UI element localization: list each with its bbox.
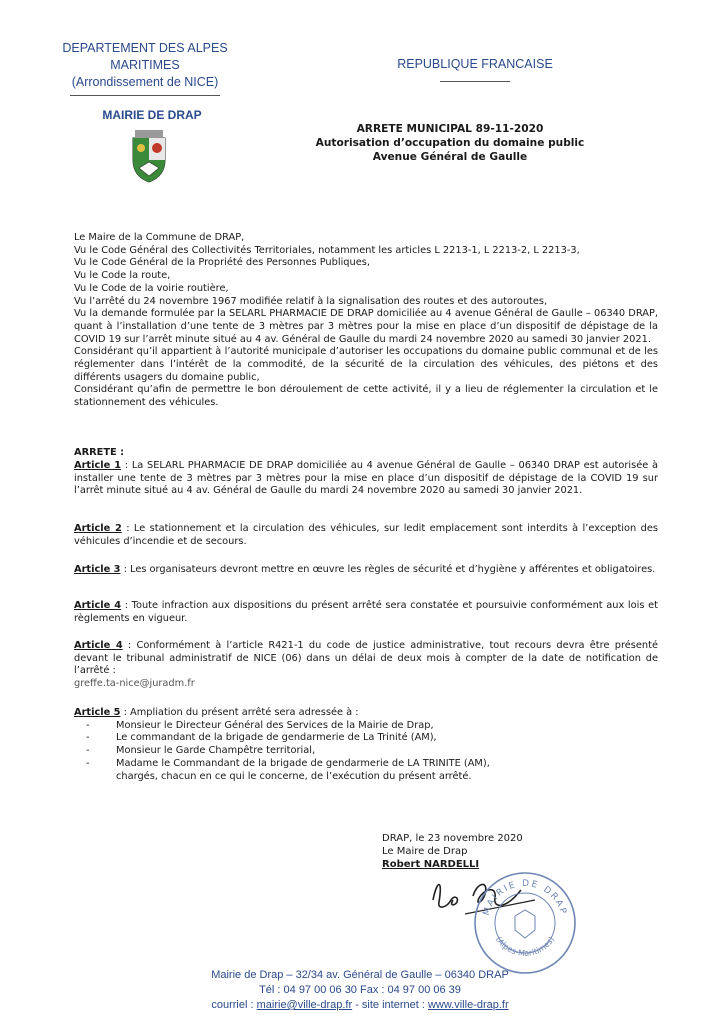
article-4 [74, 600, 658, 625]
footer-site-label: - site internet : [352, 999, 428, 1011]
preamble-line: Vu le Code Général des Collectivités Territoriales, notamment les articles L 2213-1, L 2213-2, L 2213-3, [74, 244, 580, 256]
article-4-recours [74, 640, 658, 691]
preamble [74, 232, 658, 410]
mayor-role: Le Maire de Drap [382, 845, 468, 857]
article-1 [74, 460, 658, 498]
article-label: Article 3 [74, 564, 121, 575]
decree-number: ARRETE MUNICIPAL 89-11-2020 [356, 123, 544, 135]
header-rule-right [440, 81, 510, 82]
list-item: - Monsieur le Garde Champêtre territorial, [74, 745, 658, 758]
article-label: Article 5 [74, 707, 121, 718]
article-label: Article 4 [74, 640, 123, 651]
recipient-list [74, 720, 658, 771]
decree-subject: Autorisation d’occupation du domaine public [315, 137, 585, 149]
preamble-line: Considérant qu’afin de permettre le bon déroulement de cette activité, il y a lieu de réglementer la circulation et le stationnement des véhicules. [74, 384, 658, 409]
arrete-label: ARRETE : [74, 447, 125, 458]
preamble-line: Considérant qu’il appartient à l’autorité municipale d’autoriser les occupations du domaine public communal et de les réglementer dans l’intérêt de la commodité, de la sécurité de la circulation des véhicules, des piétons et des différents usagers du domaine public, [74, 346, 658, 383]
footer-email-label: courriel : [211, 999, 257, 1011]
article-text: : Toute infraction aux dispositions du présent arrêté sera constatée et poursuivie conformément aux lois et règlements en vigueur. [74, 600, 659, 624]
footer-contact [130, 998, 590, 1013]
preamble-line: Vu la demande formulée par la SELARL PHARMACIE DE DRAP domiciliée au 4 avenue Général de Gaulle – 06340 DRAP, quant à l’installation d’une tente de 3 mètres par 3 mètres pour la mise en place d’un dispositif de dépistage de la COVID 19 sur l’arrêt minute situé au 4 av. Général de Gaulle du mardi 24 novembre 2020 au samedi 30 janvier 2021. [74, 308, 658, 345]
article-text: : Le stationnement et la circulation des véhicules, sur ledit emplacement sont interdits à l’exception des véhicules d’incendie et de secours. [74, 523, 658, 547]
article-label: Article 4 [74, 600, 122, 611]
preamble-line: Vu le Code la route, [74, 270, 171, 282]
decree-location: Avenue Général de Gaulle [372, 151, 528, 163]
place-date: DRAP, le 23 novembre 2020 [382, 833, 523, 844]
arrondissement: (Arrondissement de NICE) [71, 75, 219, 89]
republic-header [380, 57, 570, 82]
closing-line: chargés, chacun en ce qui le concerne, de l’exécution du présent arrêté. [116, 770, 472, 782]
preamble-line: Le Maire de la Commune de DRAP, [74, 232, 245, 243]
decree-title [280, 122, 620, 164]
coat-of-arms-icon [127, 130, 171, 184]
footer-phone: Tél : 04 97 00 06 30 Fax : 04 97 00 06 39 [259, 984, 461, 996]
article-2 [74, 523, 658, 548]
mayor-name: Robert NARDELLI [382, 858, 480, 870]
signature-block [382, 833, 582, 871]
footer-site-link[interactable]: www.ville-drap.fr [427, 999, 509, 1011]
svg-text:MAIRIE DE DRAP [482, 879, 569, 917]
article-text: : Conformément à l’article R421-1 du code de justice administrative, tout recours devra être présenté devant le tribunal administratif de NICE (06) dans un délai de deux mois à compter de la date de notification de l’arrêté : [74, 640, 658, 677]
mairie-name: MAIRIE DE DRAP [102, 108, 202, 122]
header-rule-left [70, 95, 220, 96]
list-item: - Monsieur le Directeur Général des Services de la Mairie de Drap, [74, 720, 658, 733]
footer-email-link[interactable]: mairie@ville-drap.fr [256, 999, 353, 1011]
article-label: Article 2 [74, 523, 122, 534]
tribunal-email[interactable]: greffe.ta-nice@juradm.fr [74, 678, 195, 690]
list-item: - Madame le Commandant de la brigade de gendarmerie de LA TRINITE (AM), [74, 758, 658, 771]
article-text: : Ampliation du présent arrêté sera adressée à : [120, 707, 359, 718]
footer [130, 968, 590, 1013]
article-3 [74, 564, 658, 577]
department-name: DEPARTEMENT DES ALPES MARITIMES [62, 41, 228, 72]
preamble-line: Vu l’arrêté du 24 novembre 1967 modifiée relatif à la signalisation des routes et des autoroutes, [74, 295, 548, 307]
stamp-bottom-text: (Alpes-Maritimes) [493, 935, 557, 958]
article-text: : Les organisateurs devront mettre en œuvre les règles de sécurité et d’hygiène y afférentes et obligatoires. [120, 564, 656, 575]
official-stamp-icon [470, 868, 580, 978]
footer-address: Mairie de Drap – 32/34 av. Général de Gaulle – 06340 DRAP [211, 969, 509, 981]
preamble-line: Vu le Code de la voirie routière, [74, 282, 229, 294]
article-text: : La SELARL PHARMACIE DE DRAP domiciliée au 4 avenue Général de Gaulle – 06340 DRAP est autorisée à installer une tente de 3 mètres par 3 mètres pour la mise en place d’un dispositif de dépistage de la COVID 19 sur l’arrêt minute situé au 4 av. Général de Gaulle du mardi 24 novembre 2020 au samedi 30 janvier 2021. [74, 460, 658, 497]
preamble-line: Vu le Code Général de la Propriété des Personnes Publiques, [74, 257, 370, 269]
list-item: - Le commandant de la brigade de gendarmerie de La Trinité (AM), [74, 732, 658, 745]
article-label: Article 1 [74, 460, 122, 471]
stamp-top-text: MAIRIE DE DRAP [481, 878, 569, 917]
department-header [40, 40, 250, 96]
republic-name: REPUBLIQUE FRANCAISE [397, 57, 553, 71]
article-5 [74, 707, 658, 783]
